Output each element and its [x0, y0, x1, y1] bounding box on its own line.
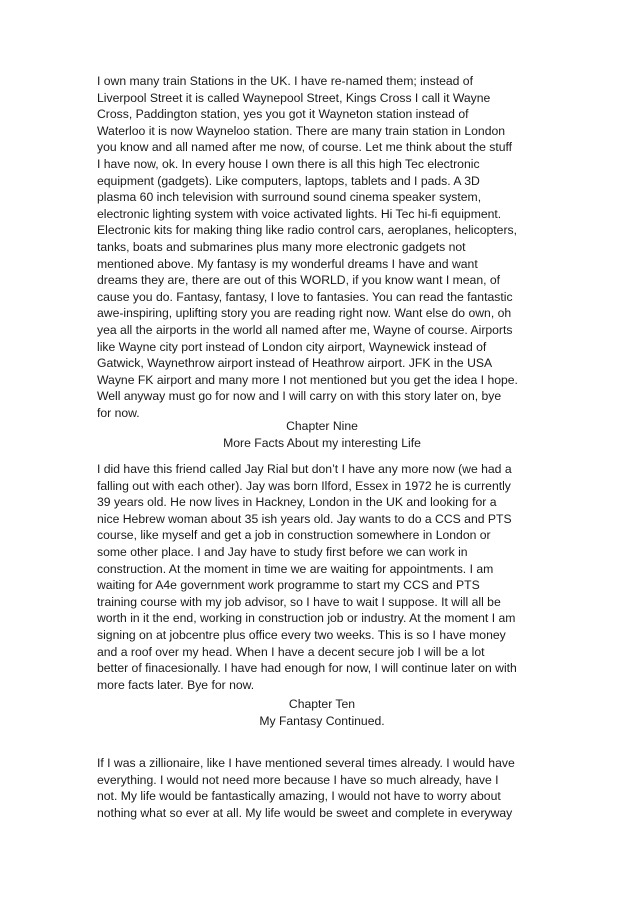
chapter-title: My Fantasy Continued.	[259, 713, 385, 728]
text-line: nice Hebrew woman about 35 ish years old. Jay wants to do a CCS and PTS	[97, 511, 512, 526]
chapter-number: Chapter Ten	[288, 697, 356, 711]
chapter-ten-heading	[97, 696, 547, 729]
text-line: equipment (gadgets). Like computers, laptops, tablets and I pads. A 3D	[97, 173, 480, 188]
text-line: more facts later. Bye for now.	[97, 677, 255, 692]
text-line: Liverpool Street it is called Waynepool Street, Kings Cross I call it Wayne	[97, 90, 491, 105]
text-line: electronic lighting system with voice activated lights. Hi Tec hi-fi equipment.	[97, 206, 502, 221]
text-line: like Wayne city port instead of London city airport, Waynewick instead of	[97, 339, 487, 354]
text-line: waiting for A4e government work programme to start my CCS and PTS	[97, 578, 480, 593]
chapter-nine-heading	[97, 418, 547, 451]
text-line: you know and all named after me now, of course. Let me think about the stuff	[97, 140, 513, 155]
text-line: better of finacesionally. I have had enough for now, I will continue later on with	[97, 661, 517, 676]
text-line: and a roof over my head. When I have a decent secure job I will be a lot	[97, 644, 485, 659]
text-line: 39 years old. He now lives in Hackney, London in the UK and looking for a	[97, 495, 497, 510]
paragraph-train-stations	[97, 73, 547, 421]
text-line: tanks, boats and submarines plus many more electronic gadgets not	[97, 239, 466, 254]
text-line: some other place. I and Jay have to study first before we can work in	[97, 544, 468, 559]
text-line: If I was a zillionaire, like I have mentioned several times already. I would have	[97, 756, 515, 770]
text-line: Well anyway must go for now and I will carry on with this story later on, bye	[97, 389, 502, 404]
text-line: course, like myself and get a job in construction somewhere in London or	[97, 528, 491, 543]
text-line: Gatwick, Waynethrow airport instead of Heathrow airport. JFK in the USA	[97, 356, 493, 371]
text-line: mentioned above. My fantasy is my wonderful dreams I have and want	[97, 256, 478, 271]
text-line: yea all the airports in the world all named after me, Wayne of course. Airports	[97, 322, 513, 337]
text-line: I have now, ok. In every house I own there is all this high Tec electronic	[97, 156, 480, 171]
text-line: falling out with each other). Jay was born Ilford, Essex in 1972 he is currently	[97, 478, 511, 493]
chapter-title: More Facts About my interesting Life	[223, 435, 421, 450]
text-line: training course with my job advisor, so I have to wait I suppose. It will all be	[97, 594, 501, 609]
text-line: I own many train Stations in the UK. I have re-named them; instead of	[97, 74, 473, 88]
chapter-number: Chapter Nine	[286, 419, 358, 433]
text-line: I did have this friend called Jay Rial but don’t I have any more now (we had a	[97, 462, 512, 476]
paragraph-zillionaire	[97, 755, 547, 821]
text-line: for now.	[97, 405, 140, 420]
text-line: everything. I would not need more because I have so much already, have I	[97, 772, 499, 787]
paragraph-jay-rial	[97, 461, 547, 693]
text-line: Electronic kits for making thing like radio control cars, aeroplanes, helicopters,	[97, 223, 517, 238]
text-line: Waterloo it is now Wayneloo station. There are many train station in London	[97, 123, 506, 138]
text-line: awe-inspiring, uplifting story you are reading right now. Want else do own, oh	[97, 306, 512, 321]
text-line: not. My life would be fantastically amazing, I would not have to worry about	[97, 789, 501, 804]
text-line: Wayne FK airport and many more I not mentioned but you get the idea I hope.	[97, 372, 518, 387]
text-line: plasma 60 inch television with surround sound cinema speaker system,	[97, 190, 482, 205]
text-line: worth in it the end, working in construction job or industry. At the moment I am	[97, 611, 516, 626]
text-line: cause you do. Fantasy, fantasy, I love to fantasies. You can read the fantastic	[97, 289, 513, 304]
text-line: Cross, Paddington station, yes you got it Wayneton station instead of	[97, 107, 469, 122]
text-line: signing on at jobcentre plus office every two weeks. This is so I have money	[97, 627, 506, 642]
text-line: dreams they are, there are out of this WORLD, if you know want I mean, of	[97, 273, 501, 288]
text-line: construction. At the moment in time we are waiting for appointments. I am	[97, 561, 494, 576]
text-line: nothing what so ever at all. My life would be sweet and complete in everyway	[97, 805, 513, 820]
